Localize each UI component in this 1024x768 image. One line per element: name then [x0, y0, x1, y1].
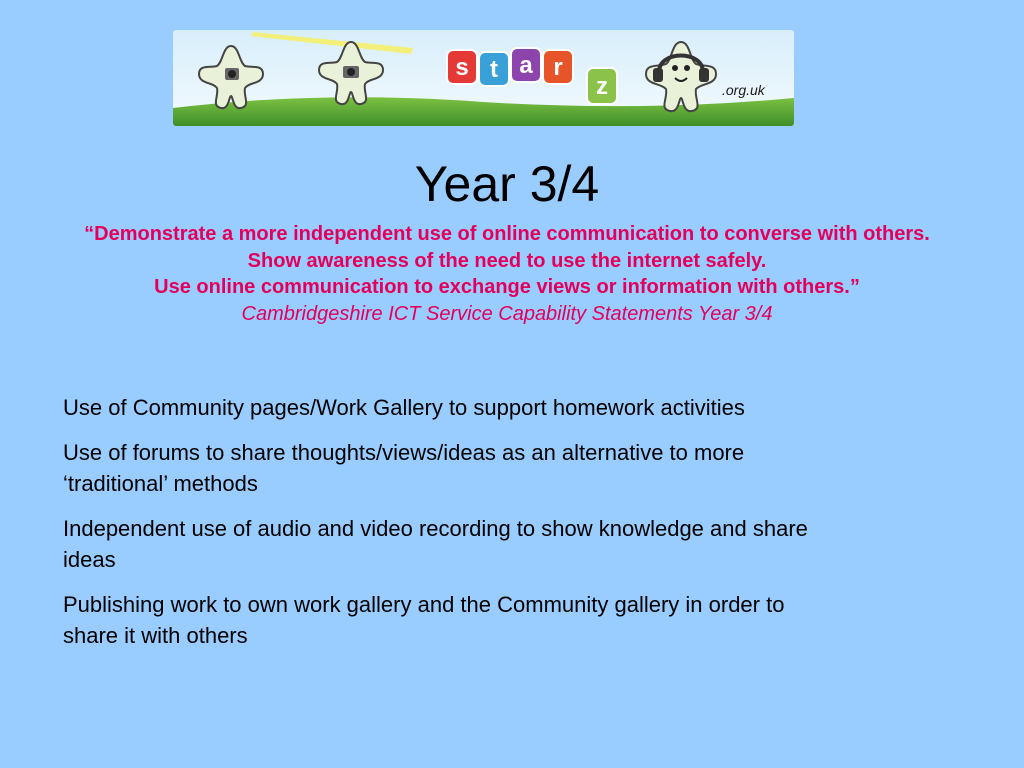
logo-domain: .org.uk: [722, 82, 765, 98]
quote-source: Cambridgeshire ICT Service Capability Statements Year 3/4: [241, 302, 773, 325]
quote-line-2: Show awareness of the need to use the internet safely.: [247, 249, 767, 272]
capability-quote: [60, 221, 954, 327]
list-item: Use of Community pages/Work Gallery to support homework activities: [63, 395, 745, 420]
svg-text:a: a: [519, 52, 533, 79]
points-list: [63, 392, 823, 665]
quote-line-1: “Demonstrate a more independent use of online communication to converse with others.: [84, 223, 930, 245]
svg-text:s: s: [455, 54, 469, 81]
list-item: Independent use of audio and video recording to show knowledge and share ideas: [63, 516, 808, 572]
svg-text:t: t: [490, 56, 498, 83]
slide-title: Year 3/4: [414, 156, 600, 212]
list-item: Use of forums to share thoughts/views/ideas as an alternative to more ‘traditional’ methods: [63, 440, 745, 496]
svg-text:r: r: [553, 54, 563, 81]
svg-text:z: z: [596, 73, 608, 100]
quote-line-3: Use online communication to exchange views or information with others.”: [154, 276, 860, 298]
starz-banner-image: [173, 30, 794, 126]
list-item: Publishing work to own work gallery and the Community gallery in order to share it with others: [63, 592, 785, 648]
starz-banner: [173, 30, 794, 126]
